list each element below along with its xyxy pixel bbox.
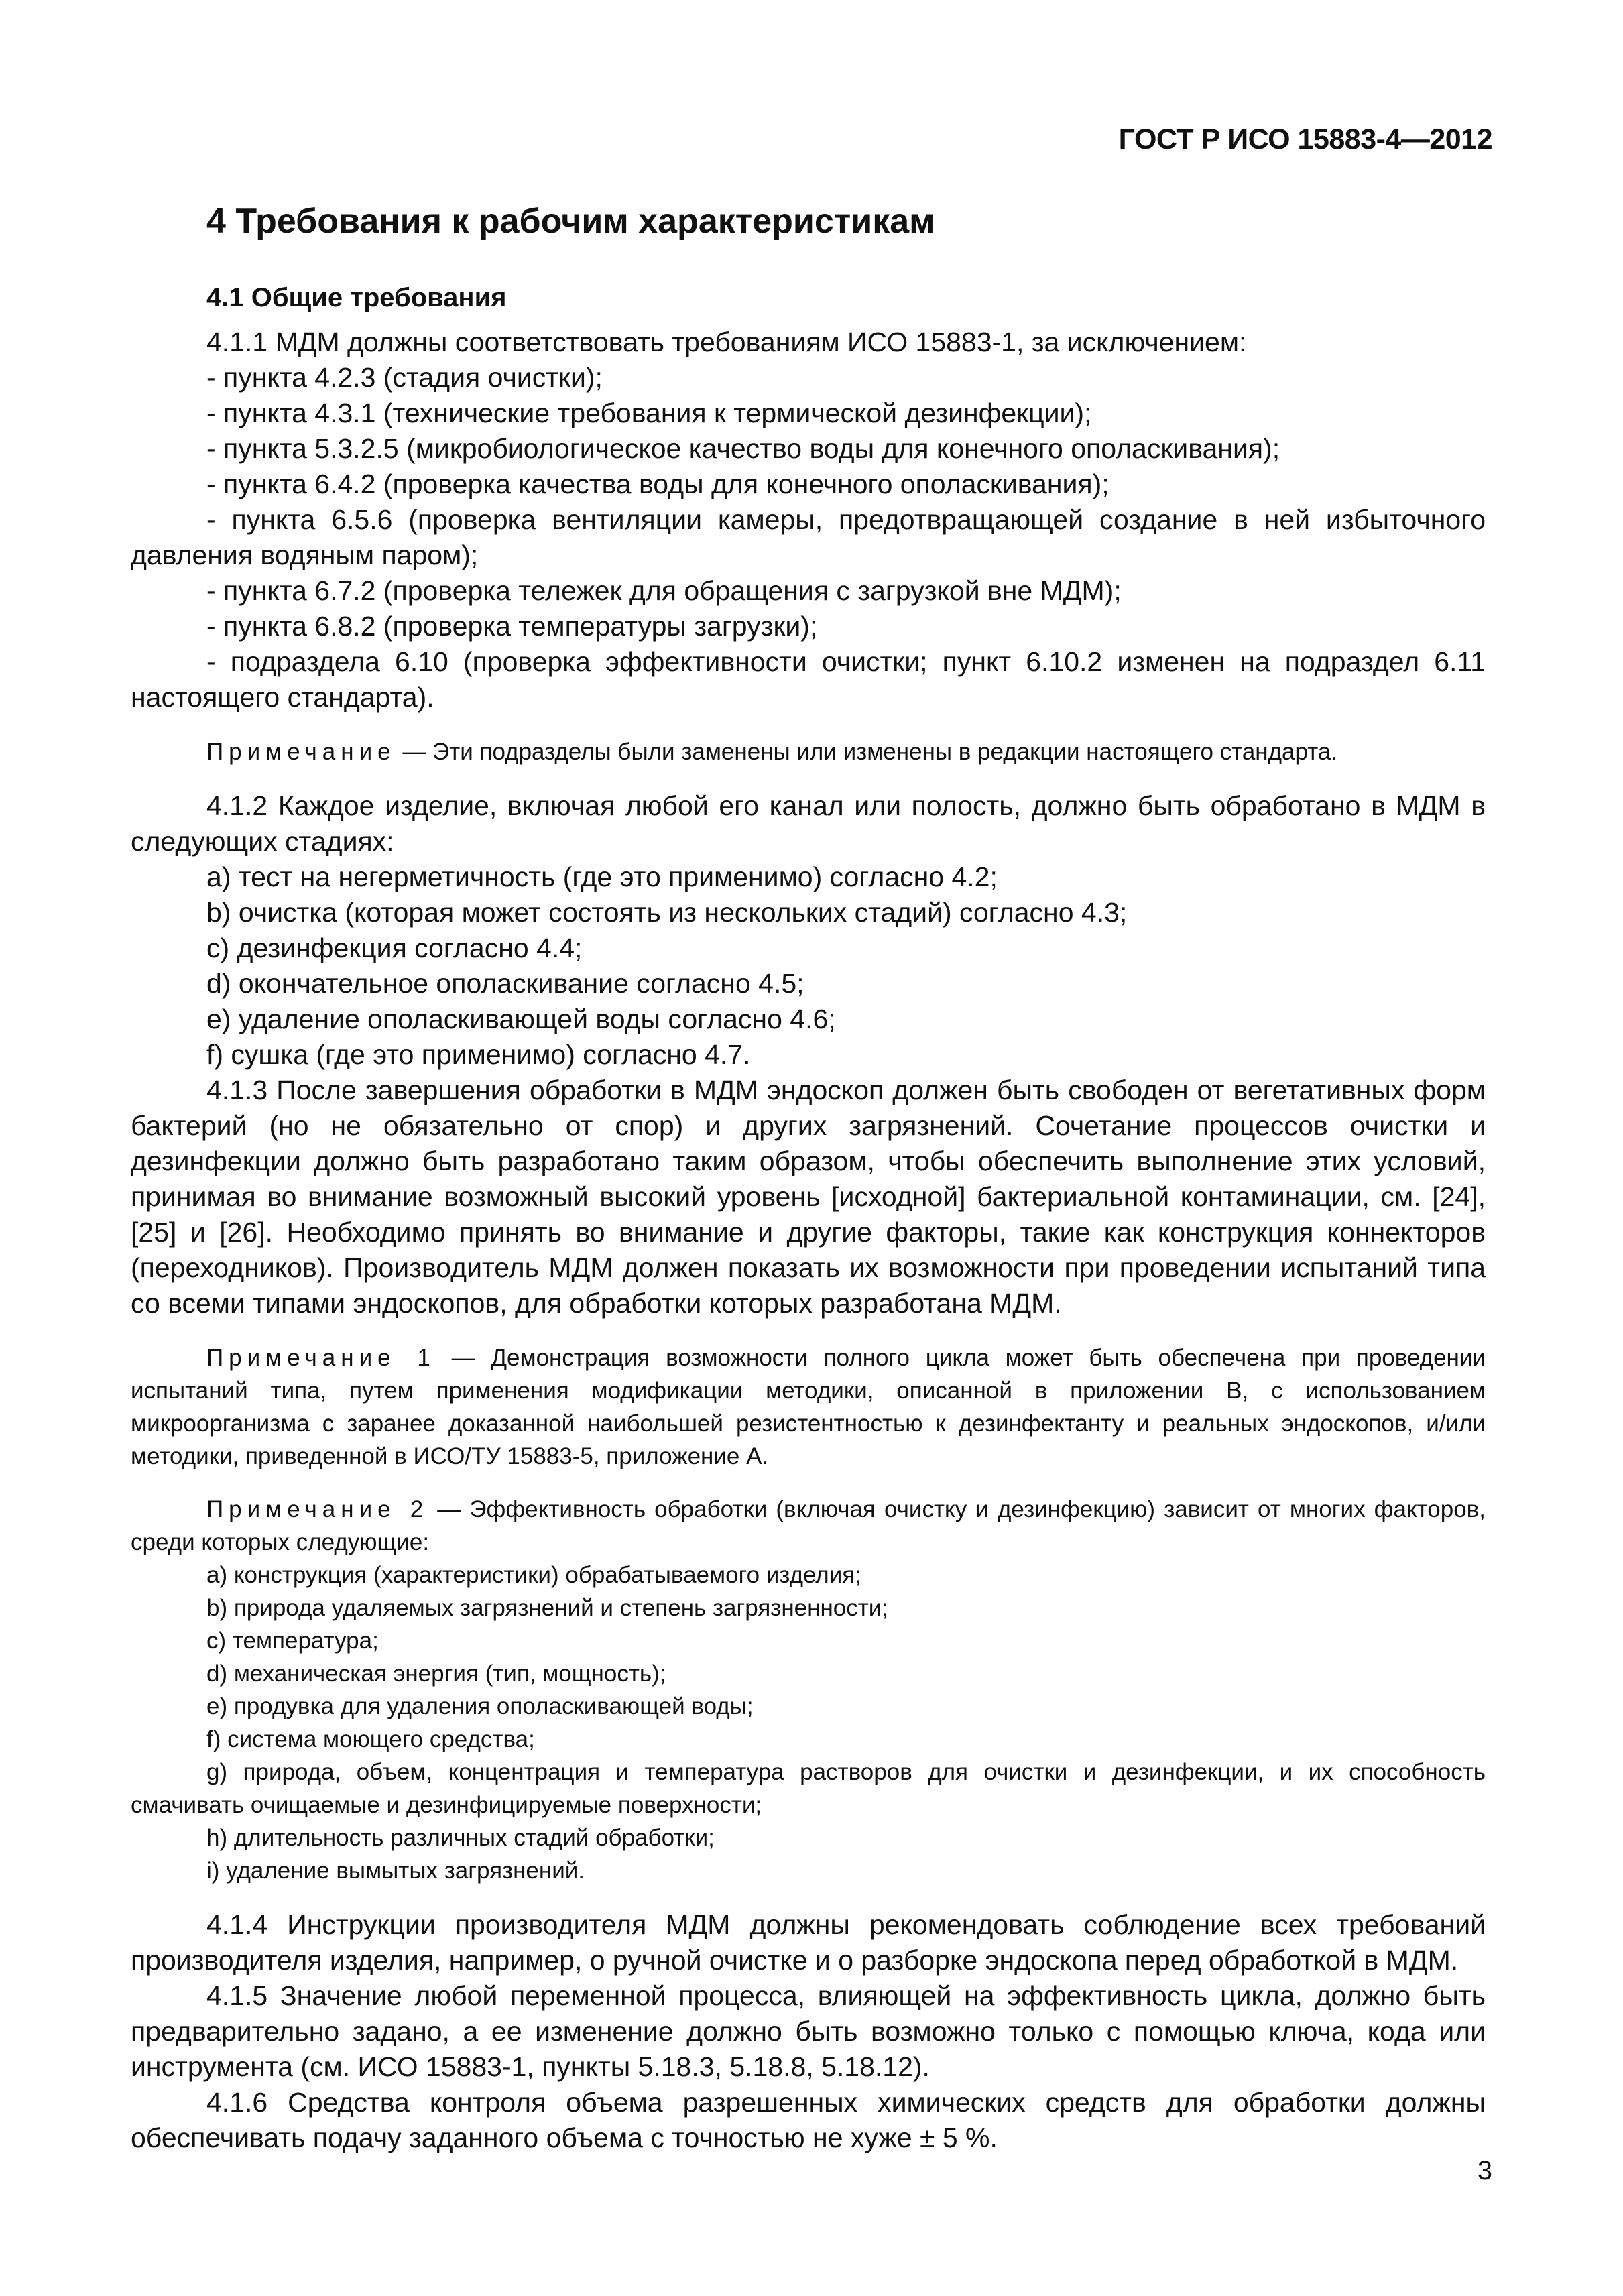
note-label: Примечание 2	[206, 1496, 429, 1522]
clause-4-1-4: 4.1.4 Инструкции производителя МДМ должны рекомендовать соблюдение всех требований производителя изделия, например, о ручной очистке и о разборке эндоскопа перед обработкой в МДМ.	[131, 1909, 1486, 1976]
note-text: — Демонстрация возможности полного цикла может быть обеспечена при проведении испытаний типа, путем применения модификации методики, описанной в приложении В, с использованием микроорганизма с заранее доказанной наибольшей резистентностью к дезинфектанту и реальных эндоскопов, и/или методики, приведенной в ИСО/ТУ 15883-5, приложение А.	[131, 1345, 1486, 1469]
note-list-item: f) система моющего средства;	[206, 1726, 535, 1752]
note-text: — Эффективность обработки (включая очистку и дезинфекцию) зависит от многих факторов, среди которых следующие:	[131, 1496, 1486, 1555]
page-content	[131, 194, 1486, 2156]
note-label: Примечание	[206, 739, 396, 765]
page-number: 3	[1477, 2156, 1492, 2185]
note-list-item: e) продувка для удаления ополаскивающей воды;	[206, 1693, 754, 1719]
subsection-title: 4.1 Общие требования	[206, 283, 507, 312]
note-list-item: a) конструкция (характеристики) обрабатываемого изделия;	[206, 1562, 861, 1588]
list-item: - пункта 6.4.2 (проверка качества воды для конечного ополаскивания);	[206, 469, 1109, 499]
clause-4-1-6: 4.1.6 Средства контроля объема разрешенных химических средств для обработки должны обеспечивать подачу заданного объема с точностью не хуже ± 5 %.	[131, 2087, 1486, 2153]
note-list-item: h) длительность различных стадий обработки;	[206, 1825, 715, 1851]
list-item: e) удаление ополаскивающей воды согласно 4.6;	[206, 1004, 836, 1034]
note-list-item: b) природа удаляемых загрязнений и степень загрязненности;	[206, 1595, 889, 1621]
note-list-item: d) механическая энергия (тип, мощность);	[206, 1660, 666, 1687]
section-title: 4 Требования к рабочим характеристикам	[206, 202, 935, 241]
note-list-item: i) удаление вымытых загрязнений.	[206, 1858, 585, 1884]
note-1-4-1-3	[131, 1341, 1486, 1473]
list-item: a) тест на негерметичность (где это применимо) согласно 4.2;	[206, 861, 998, 892]
clause-4-1-5: 4.1.5 Значение любой переменной процесса, влияющей на эффективность цикла, должно быть предварительно задано, а ее изменение должно быть возможно только с помощью ключа, кода или инструмента (см. ИСО 15883-1, пункты 5.18.3, 5.18.8, 5.18.12).	[131, 1980, 1486, 2082]
clause-4-1-1-intro: 4.1.1 МДМ должны соответствовать требованиям ИСО 15883-1, за исключением:	[206, 326, 1247, 357]
list-item: - пункта 4.3.1 (технические требования к термической дезинфекции);	[206, 398, 1092, 428]
note-text: — Эти подразделы были заменены или изменены в редакции настоящего стандарта.	[396, 739, 1338, 765]
note-label: Примечание 1	[206, 1345, 436, 1371]
list-item: - подраздела 6.10 (проверка эффективности очистки; пункт 6.10.2 изменен на подраздел 6.11 настоящего стандарта).	[131, 646, 1486, 713]
list-item: c) дезинфекция согласно 4.4;	[206, 932, 583, 963]
list-item: b) очистка (которая может состоять из нескольких стадий) согласно 4.3;	[206, 897, 1128, 928]
note-4-1-1	[131, 735, 1486, 768]
list-item: d) окончательное ополаскивание согласно 4.5;	[206, 968, 804, 999]
clause-4-1-2-intro: 4.1.2 Каждое изделие, включая любой его канал или полость, должно быть обработано в МДМ в следующих стадиях:	[131, 790, 1486, 857]
note-list-item: c) температура;	[206, 1628, 379, 1654]
note-list-item: g) природа, объем, концентрация и температура растворов для очистки и дезинфекции, и их способность смачивать очищаемые и дезинфицируемые поверхности;	[131, 1759, 1486, 1818]
list-item: - пункта 6.7.2 (проверка тележек для обращения с загрузкой вне МДМ);	[206, 575, 1122, 606]
clause-4-1-3: 4.1.3 После завершения обработки в МДМ эндоскоп должен быть свободен от вегетативных форм бактерий (но не обязательно от спор) и других загрязнений. Сочетание процессов очистки и дезинфекции должно быть разработано таким образом, чтобы обеспечить выполнение этих условий, принимая во внимание возможный высокий уровень [исходной] бактериальной контаминации, см. [24], [25] и [26]. Необходимо принять во внимание и другие факторы, такие как конструкция коннекторов (переходников). Производитель МДМ должен показать их возможности при проведении испытаний типа со всеми типами эндоскопов, для обработки которых разработана МДМ.	[131, 1075, 1486, 1319]
list-item: - пункта 4.2.3 (стадия очистки);	[206, 362, 603, 393]
document-id: ГОСТ Р ИСО 15883-4—2012	[1118, 123, 1492, 156]
list-item: f) сушка (где это применимо) согласно 4.7.	[206, 1039, 751, 1070]
list-item: - пункта 6.5.6 (проверка вентиляции камеры, предотвращающей создание в ней избыточного давления водяным паром);	[131, 504, 1486, 570]
note-2-4-1-3	[131, 1493, 1486, 1559]
list-item: - пункта 5.3.2.5 (микробиологическое качество воды для конечного ополаскивания);	[206, 433, 1280, 464]
list-item: - пункта 6.8.2 (проверка температуры загрузки);	[206, 611, 818, 642]
